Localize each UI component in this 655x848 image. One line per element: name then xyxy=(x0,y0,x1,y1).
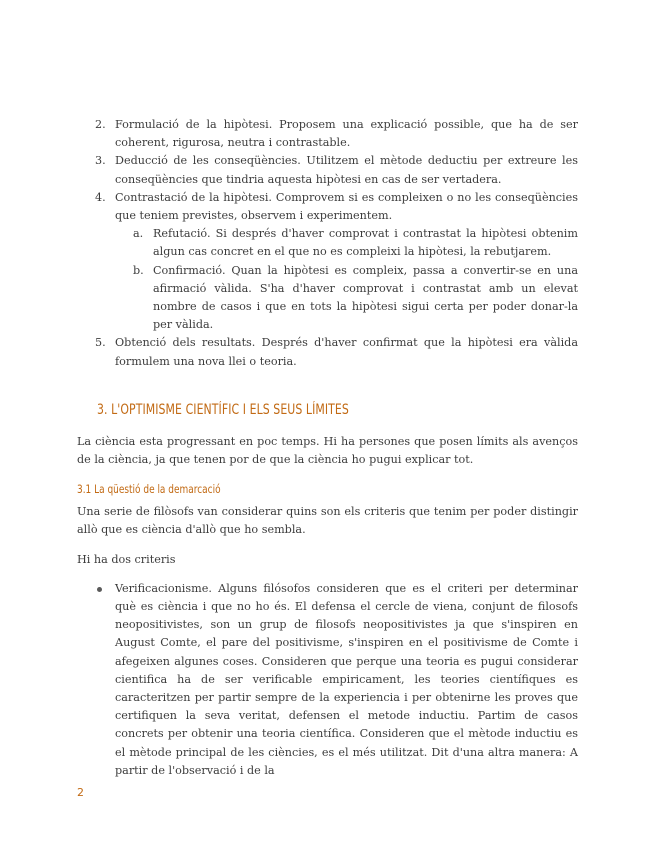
sub-list-item-text: Refutació. Si després d'haver comprovat i contrastat la hipòtesi obtenim algun cas concret en el que no es compleixi la hipòtesi, la rebutjarem. xyxy=(153,227,578,259)
bullet-icon xyxy=(97,587,102,592)
list-number: 4. xyxy=(95,190,106,204)
list-item-text: Deducció de les conseqüències. Utilitzem el mètode deductiu per extreure les conseqüències que tindria aquesta hipòtesi en cas de ser vertadera. xyxy=(115,154,578,186)
page-content xyxy=(77,116,578,780)
bullet-item xyxy=(77,580,578,780)
paragraph: Hi ha dos criteris xyxy=(77,552,176,566)
bullet-item-text: Verificacionisme. Alguns filósofos consideren que es el criteri per determinar què es ciència i que no ho és. El defensa el cercle de viena, conjunt de filosofs neopositivistes, son un grup de filosofs neopositivistes ja que s'inspiren en August Comte, el pare del positivisme, s'inspiren en el positivisme de Comte i afegeixen algunes coses. Consideren que perque una teoria es pugui considerar cientifica ha de ser verificable empiricament, les teories científiques es caracteritzen per partir sempre de la experiencia i per obtenirne les proves que certifiquen la seva veritat, defensen el metode inductiu. Partim de casos concrets per obtenir una teoria científica. Consideren que el mètode inductiu es el mètode principal de les ciències, es el més utilitzat. Dit d'una altra manera: A partir de l'observació i de la xyxy=(115,581,578,777)
sub-list-item xyxy=(115,262,578,335)
list-item xyxy=(77,152,578,188)
list-item xyxy=(77,334,578,370)
section-heading: 3. L'OPTIMISME CIENTÍFIC I ELS SEUS LÍMITES xyxy=(97,401,349,418)
list-item-text: Formulació de la hipòtesi. Proposem una explicació possible, que ha de ser coherent, rigurosa, neutra i contrastable. xyxy=(115,118,578,150)
sub-list xyxy=(115,225,578,334)
sub-list-item xyxy=(115,225,578,261)
method-steps-list xyxy=(77,116,578,371)
list-number: 3. xyxy=(95,154,106,168)
list-item xyxy=(77,116,578,152)
list-item-text: Contrastació de la hipòtesi. Comprovem si es compleixen o no les conseqüències que teniem previstes, observem i experimentem. xyxy=(115,190,578,223)
section-intro-paragraph: La ciència esta progressant en poc temps. Hi ha persones que posen límits als avenços de la ciència, ja que tenen por de que la ciència ho pugui explicar tot. xyxy=(77,434,578,467)
list-number: 2. xyxy=(95,118,106,131)
sub-list-letter: a. xyxy=(133,227,144,241)
sub-list-letter: b. xyxy=(133,263,144,277)
list-item xyxy=(77,189,578,335)
page-number: 2 xyxy=(77,786,84,799)
list-number: 5. xyxy=(95,336,106,350)
subsection-heading: 3.1 La qüestió de la demarcació xyxy=(77,482,221,497)
criteria-bullet-list xyxy=(77,580,578,780)
sub-list-item-text: Confirmació. Quan la hipòtesi es compleix, passa a convertir-se en una afirmació vàlida. S'ha d'haver comprovat i contrastat amb un elevat nombre de casos i que en tots la hipòtesi sigui certa per poder donar-la per vàlida. xyxy=(153,263,578,332)
list-item-text: Obtenció dels resultats. Després d'haver confirmat que la hipòtesi era vàlida formulem una nova llei o teoria. xyxy=(115,336,578,368)
paragraph: Una serie de filòsofs van considerar quins son els criteris que tenim per poder distingir allò que es ciència d'allò que ho sembla. xyxy=(77,505,578,537)
